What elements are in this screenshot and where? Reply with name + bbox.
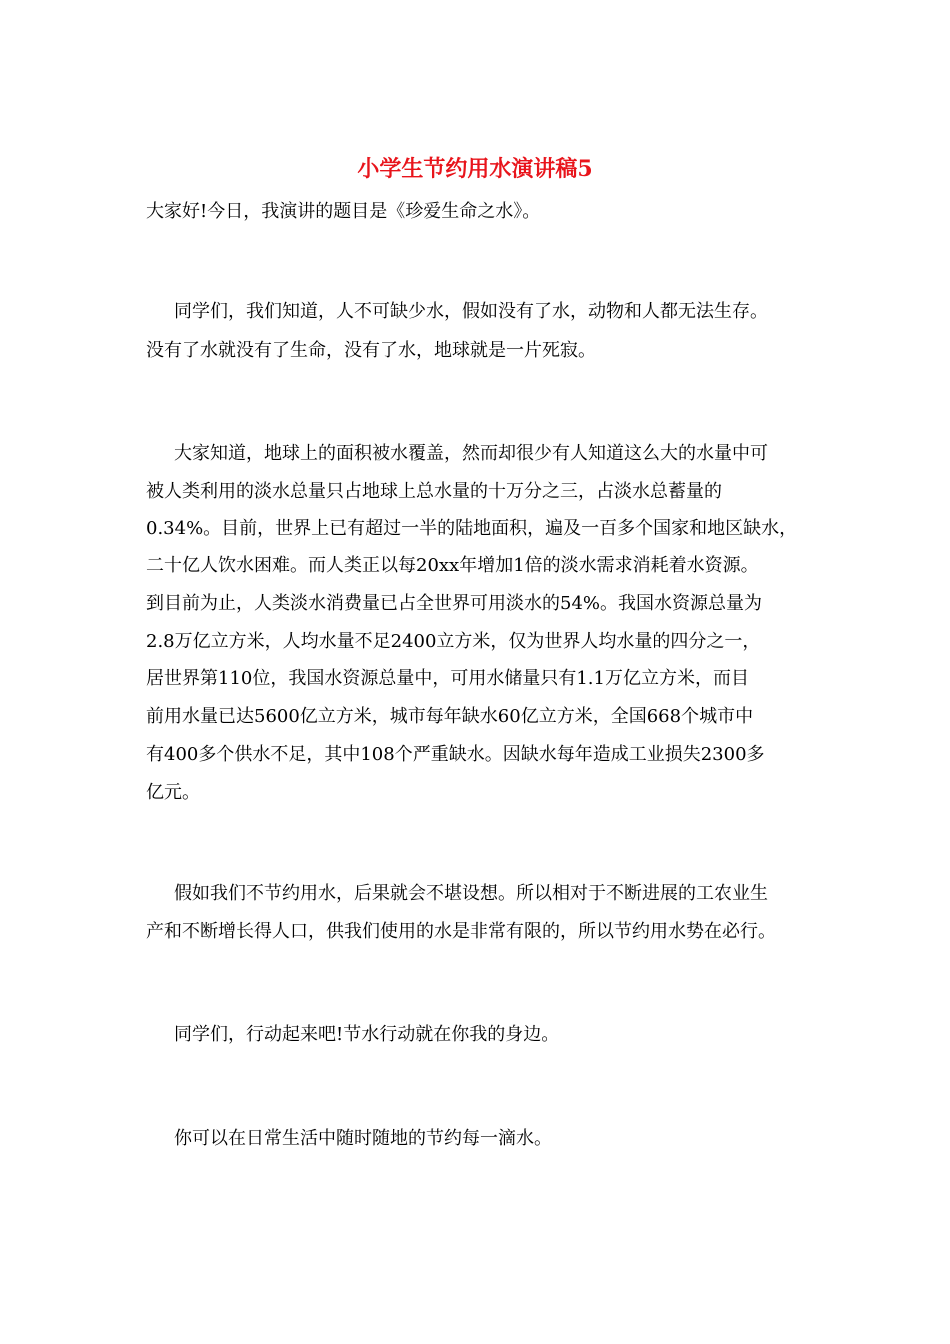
paragraph-2-line-5: 到目前为止，人类淡水消费量已占全世界可用淡水的54%。我国水资源总量为 — [146, 593, 763, 614]
paragraph-3-line-2: 产和不断增长得人口，供我们使用的水是非常有限的，所以节约用水势在必行。 — [146, 921, 776, 942]
paragraph-2-line-9: 有400多个供水不足，其中108个严重缺水。因缺水每年造成工业损失2300多 — [146, 744, 765, 765]
paragraph-1-line-2: 没有了水就没有了生命，没有了水，地球就是一片死寂。 — [146, 340, 596, 361]
paragraph-2-line-10: 亿元。 — [146, 782, 200, 803]
paragraph-4-line-1: 同学们，行动起来吧!节水行动就在你我的身边。 — [174, 1024, 560, 1045]
paragraph-5-line-1: 你可以在日常生活中随时随地的节约每一滴水。 — [174, 1128, 552, 1149]
document-title: 小学生节约用水演讲稿5 — [357, 156, 593, 182]
paragraph-2-line-8: 前用水量已达5600亿立方米，城市每年缺水60亿立方米，全国668个城市中 — [146, 706, 754, 727]
paragraph-2-line-1: 大家知道，地球上的面积被水覆盖，然而却很少有人知道这么大的水量中可 — [174, 443, 768, 464]
paragraph-2-line-2: 被人类利用的淡水总量只占地球上总水量的十万分之三，占淡水总蓄量的 — [146, 481, 722, 502]
paragraph-2-line-6: 2.8万亿立方米，人均水量不足2400立方米，仅为世界人均水量的四分之一， — [146, 631, 761, 652]
greeting-line: 大家好!今日，我演讲的题目是《珍爱生命之水》。 — [146, 201, 541, 222]
paragraph-3-line-1: 假如我们不节约用水，后果就会不堪设想。所以相对于不断进展的工农业生 — [174, 883, 768, 904]
paragraph-2-line-4: 二十亿人饮水困难。而人类正以每20xx年增加1倍的淡水需求消耗着水资源。 — [146, 555, 759, 576]
paragraph-2-line-3: 0.34%。目前，世界上已有超过一半的陆地面积，遍及一百多个国家和地区缺水， — [146, 518, 798, 539]
paragraph-1-line-1: 同学们，我们知道，人不可缺少水，假如没有了水，动物和人都无法生存。 — [174, 301, 768, 322]
paragraph-2-line-7: 居世界第110位，我国水资源总量中，可用水储量只有1.1万亿立方米，而目 — [146, 668, 749, 689]
